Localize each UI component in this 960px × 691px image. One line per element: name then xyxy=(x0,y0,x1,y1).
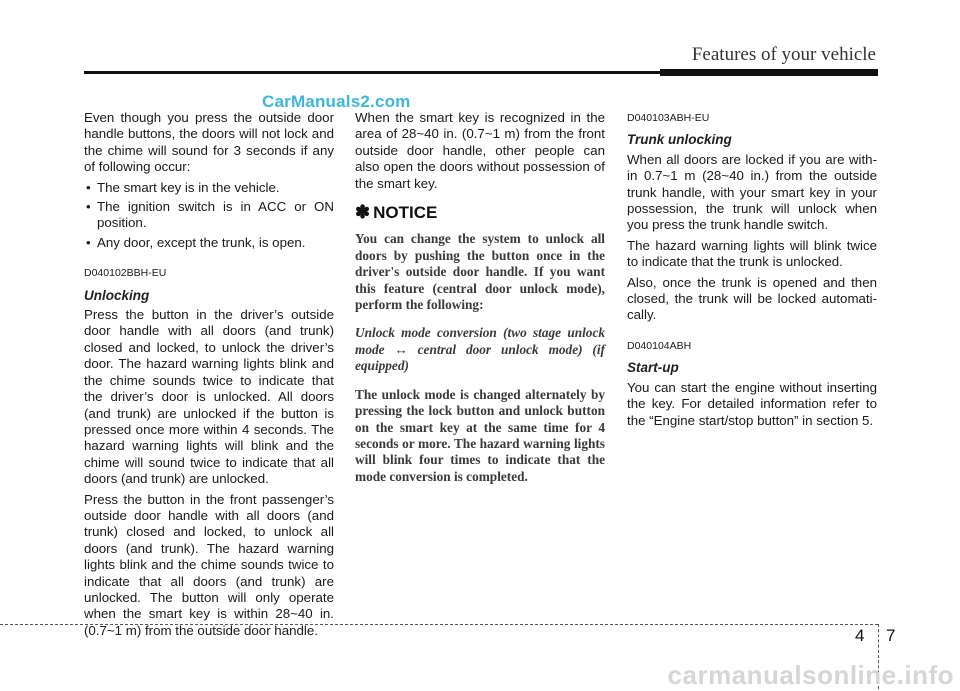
section-code: D040102BBH-EU xyxy=(84,267,167,280)
trunk-autolock-paragraph: Also, once the trunk is opened and then closed, the trunk will be locked automati-cally. xyxy=(627,274,877,323)
notice-title: NOTICE xyxy=(373,203,438,223)
trunk-paragraph: When all doors are locked if you are with-in 0.7~1 m (28~40 in.) from the outside trunk handle, with your smart key in your possession, the trunk will unlock when you press the trunk handle switch. xyxy=(627,151,877,233)
smart-key-paragraph: When the smart key is recognized in the area of 28~40 in. (0.7~1 m) from the front outside door handle, other people can also open the doors without possession of the smart key. xyxy=(355,110,605,191)
section-heading-trunk-unlocking: Trunk unlocking xyxy=(627,132,732,148)
footer-dashed-rule xyxy=(0,624,878,625)
list-item: • The smart key is in the vehicle. xyxy=(84,180,334,196)
notice-body-conversion: The unlock mode is changed alternately by pressing the lock button and unlock button on the smart key at the same time for 4 seconds or more. The hazard warning lights will blink four times to indicate that the mode conversion is completed. xyxy=(355,386,605,484)
start-up-paragraph: You can start the engine without inserting the key. For detailed information refer to the “Engine start/stop button” in section 5. xyxy=(627,379,877,428)
header-rule-accent xyxy=(660,69,878,76)
trunk-hazard-paragraph: The hazard warning lights will blink twice to indicate that the trunk is unlocked. xyxy=(627,237,877,270)
chapter-number: 4 xyxy=(855,626,865,645)
notice-heading xyxy=(355,204,605,221)
section-code: D040104ABH xyxy=(627,339,692,352)
page-number: 7 xyxy=(886,626,896,645)
intro-paragraph: Even though you press the outside door handle buttons, the doors will not lock and the chime will sound for 3 seconds if any of following occur: xyxy=(84,110,334,175)
notice-body: You can change the system to unlock all doors by pushing the button once in the driver's outside door handle. If you want this feature (central door unlock mode), perform the following: xyxy=(355,231,605,313)
column-left xyxy=(84,110,334,643)
unlocking-paragraph-driver: Press the button in the driver’s outside door handle with all doors (and trunk) closed and locked, to unlock the driver’s door. The hazard warning lights blink and the chime sounds twice to indicate that the driver’s door is unlocked. All doors (and trunk) are unlocked if the button is pressed once more within 4 seconds. The hazard warning lights will blink and the chime will sound twice to indicate that all doors (and trunk) are unlocked. xyxy=(84,307,334,487)
section-code: D040103ABH-EU xyxy=(627,112,710,124)
section-heading-start-up: Start-up xyxy=(627,360,679,376)
column-middle xyxy=(355,110,605,497)
notice-subheading: Unlock mode conversion (two stage unlock mode ↔ central door unlock mode) (if equipped) xyxy=(355,325,605,374)
notice-star-icon: ✽ xyxy=(355,202,371,223)
running-header: Features of your vehicle xyxy=(691,44,876,65)
unlocking-paragraph-passenger: Press the button in the front passenger’s outside door handle with all doors (and trunk) closed and locked, to unlock all doors (and trunk). The hazard warning lights blink and the chime sounds twice to indicate that all doors (and trunk) are unlocked. The button will only operate when the smart key is within 28~40 in. (0.7~1 m) from the outside door handle. xyxy=(84,491,334,638)
watermark-bottom[interactable]: carmanualsonline.info xyxy=(667,660,954,690)
list-item: • Any door, except the trunk, is open. xyxy=(84,235,334,251)
list-item: • The ignition switch is in ACC or ON position. xyxy=(84,199,334,232)
section-heading-unlocking: Unlocking xyxy=(84,287,150,303)
conditions-list xyxy=(84,180,334,252)
watermark-top[interactable]: CarManuals2.com xyxy=(262,92,411,111)
column-right xyxy=(627,110,877,433)
